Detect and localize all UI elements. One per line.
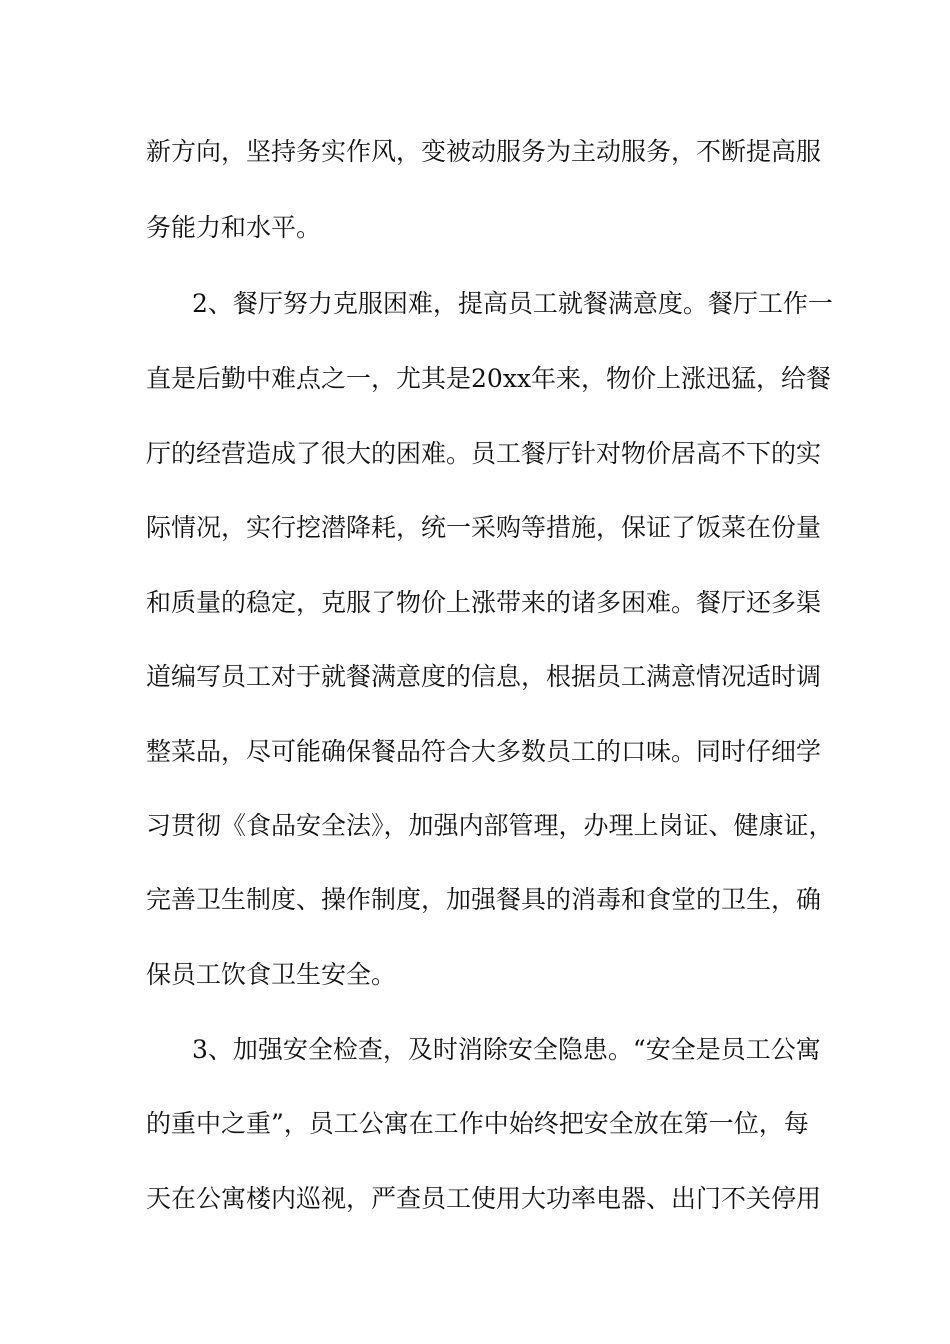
text-line: 完善卫生制度、操作制度，加强餐具的消毒和食堂的卫生，确	[146, 885, 822, 914]
text-line: 厅的经营造成了很大的困难。员工餐厅针对物价居高不下的实	[146, 439, 822, 468]
text-line: 道编写员工对于就餐满意度的信息，根据员工满意情况适时调	[146, 662, 822, 691]
paragraph-start-line: 2、餐厅努力克服困难，提高员工就餐满意度。餐厅工作一	[192, 289, 833, 318]
text-line: 直是后勤中难点之一，尤其是20xx年来，物价上涨迅猛，给餐	[146, 364, 832, 393]
text-line: 习贯彻《食品安全法》，加强内部管理，办理上岗证、健康证，	[146, 811, 834, 840]
paragraph-start-line: 3、加强安全检查，及时消除安全隐患。“安全是员工公寓	[192, 1035, 821, 1064]
text-line: 新方向，坚持务实作风，变被动服务为主动服务，不断提高服	[146, 137, 822, 166]
text-line: 和质量的稳定，克服了物价上涨带来的诸多困难。餐厅还多渠	[146, 588, 822, 617]
text-line: 务能力和水平。	[146, 213, 322, 242]
text-line: 整菜品，尽可能确保餐品符合大多数员工的口味。同时仔细学	[146, 737, 822, 766]
text-line: 的重中之重”，员工公寓在工作中始终把安全放在第一位，每	[146, 1109, 809, 1138]
text-line: 际情况，实行挖潜降耗，统一采购等措施，保证了饭菜在份量	[146, 513, 822, 542]
text-line: 保员工饮食卫生安全。	[146, 960, 397, 989]
text-line: 天在公寓楼内巡视，严查员工使用大功率电器、出门不关停用	[146, 1184, 822, 1213]
